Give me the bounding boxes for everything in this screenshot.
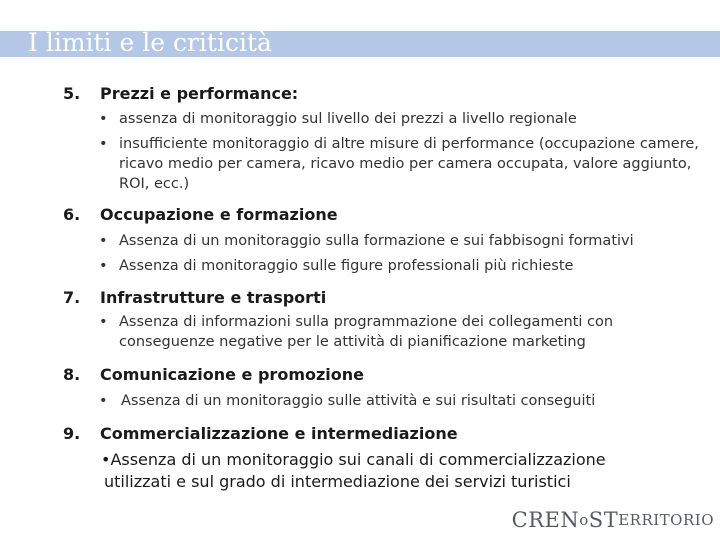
section-5-heading	[63, 84, 298, 103]
logo-text: T	[603, 508, 619, 532]
section-number: 5.	[63, 84, 81, 103]
list-item-text: Assenza di informazioni sulla programmazione dei collegamenti con conseguenze negative per le attività di pianificazione marketing	[119, 314, 614, 350]
logo-text: CRE	[511, 508, 561, 532]
list-item-text: assenza di monitoraggio sul livello dei prezzi a livello regionale	[119, 111, 577, 127]
list-item	[99, 391, 709, 411]
section-title: Commercializzazione e intermediazione	[100, 424, 458, 443]
logo-text: N	[560, 508, 580, 532]
bullet-dot: •	[99, 314, 108, 330]
section-number: 7.	[63, 288, 81, 307]
section-number: 8.	[63, 365, 81, 384]
bullet-dot: •	[99, 136, 108, 152]
list-item-text: Assenza di monitoraggio sulle figure professionali più richieste	[119, 258, 574, 274]
list-item-text: insufficiente monitoraggio di altre misure di performance (occupazione camere, ricavo medio per camera, ricavo medio per camera occupata, valore aggiunto, ROI, ecc.)	[119, 136, 699, 192]
section-9-heading	[63, 424, 458, 443]
section-title: Comunicazione e promozione	[100, 365, 365, 384]
section-8-heading	[63, 365, 364, 384]
list-item-text: Assenza di un monitoraggio sulle attività e sui risultati conseguiti	[121, 393, 596, 409]
section-title: Prezzi e performance:	[100, 84, 299, 103]
section-9-text-line1: •Assenza di un monitoraggio sui canali di commercializzazione	[101, 450, 606, 469]
bullet-dot: •	[99, 233, 108, 249]
list-item	[99, 134, 699, 194]
section-9-text-line2: utilizzati e sul grado di intermediazione dei servizi turistici	[104, 472, 571, 491]
section-7-heading	[63, 288, 326, 307]
section-title: Infrastrutture e trasporti	[100, 288, 327, 307]
section-6-heading	[63, 205, 338, 224]
logo-text: ERRITORIO	[618, 511, 714, 529]
logo-text: S	[588, 508, 604, 532]
section-title: Occupazione e formazione	[100, 205, 338, 224]
bullet-dot: •	[99, 393, 108, 409]
crenos-territorio-logo	[512, 508, 714, 532]
list-item	[99, 256, 709, 276]
list-item-text: Assenza di un monitoraggio sulla formazione e sui fabbisogni formativi	[119, 233, 634, 249]
slide-title: I limiti e le criticità	[28, 28, 272, 57]
list-item	[99, 109, 709, 129]
section-number: 9.	[63, 424, 81, 443]
list-item	[99, 312, 679, 352]
list-item	[99, 231, 709, 251]
logo-text: o	[579, 511, 589, 529]
bullet-dot: •	[99, 258, 108, 274]
section-number: 6.	[63, 205, 81, 224]
bullet-dot: •	[99, 111, 108, 127]
